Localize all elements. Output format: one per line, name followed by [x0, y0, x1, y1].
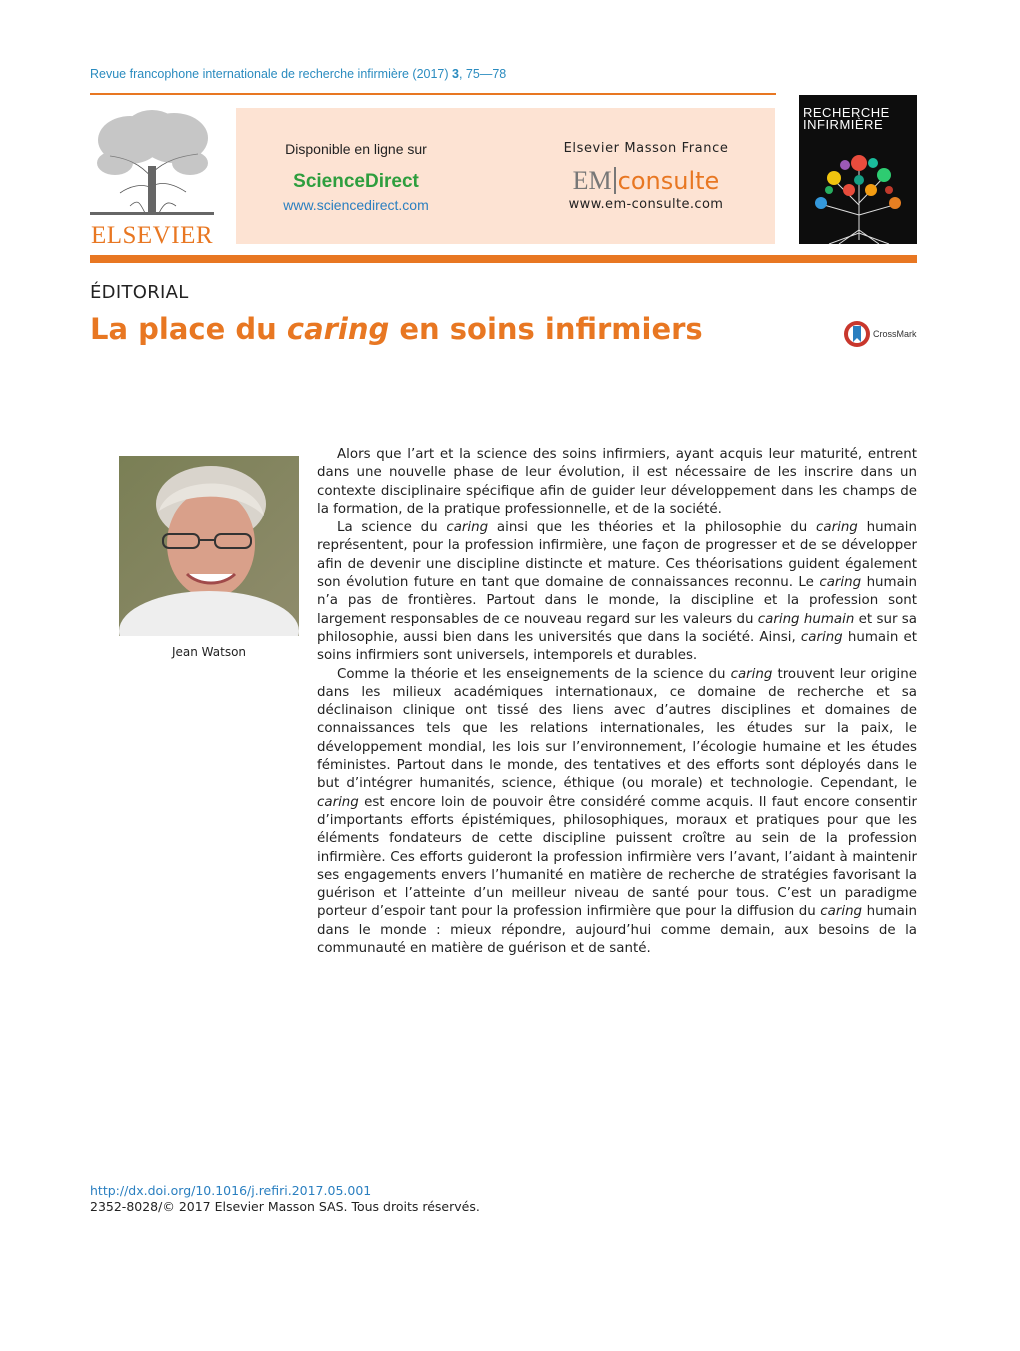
- italic-term: caring humain: [757, 611, 855, 627]
- publisher-banner: [236, 108, 775, 244]
- text-run: trouvent leur origine dans les milieux académiques internationaux, ce domaine de recherche et sa déclinaison clinique ont tissé des liens avec d’autres disciplines et domaines de connaissances tels que les relations internationales, les études sur la paix, le développement mondial, les lois sur l’environnement, l’écologie humaine et les études féministes. Partout dans le monde, des tentatives et des efforts sont déployés dans le but d’intégrer humanités, science, éthique (ou morale) et technologie. Cependant, le: [317, 666, 917, 792]
- header-rule: [90, 93, 776, 95]
- text-run: Alors que l’art et la science des soins infirmiers, ayant acquis leur maturité, entrent dans une nouvelle phase de leur évolution, il est nécessaire de les inscrire dans un contexte disciplinaire spécifique afin de guider leur développement dans les champs de la formation, de la pratique professionnelle, et de la société.: [317, 447, 917, 517]
- title-part1: La place du: [90, 312, 287, 346]
- italic-term: caring: [730, 666, 773, 682]
- elsevier-wordmark: ELSEVIER: [90, 222, 214, 249]
- italic-term: caring: [317, 794, 359, 810]
- cover-tree-icon: [799, 135, 917, 244]
- italic-term: caring: [816, 520, 858, 536]
- journal-citation: [90, 67, 506, 81]
- crossmark-label: CrossMark: [873, 329, 917, 339]
- journal-volume: 3: [452, 67, 459, 81]
- journal-citation-text: Revue francophone internationale de recherche infirmière (2017): [90, 67, 453, 81]
- crossmark-icon: [843, 320, 871, 348]
- em-consulte-block: [526, 108, 766, 244]
- cover-title-line2: INFIRMIÈRE: [803, 117, 884, 132]
- cover-title-line1: RECHERCHE: [803, 105, 890, 120]
- italic-term: caring: [819, 575, 862, 591]
- journal-cover[interactable]: [799, 95, 917, 244]
- article-title: [90, 312, 703, 346]
- doi-link[interactable]: http://dx.doi.org/10.1016/j.refiri.2017.05.001: [90, 1183, 372, 1198]
- body-paragraph: [317, 446, 917, 519]
- journal-pages: , 75—78: [458, 67, 507, 81]
- sciencedirect-link[interactable]: www.sciencedirect.com: [283, 197, 429, 213]
- em-logo-consulte: consulte: [617, 167, 720, 195]
- title-part2: en soins infirmiers: [389, 312, 703, 346]
- cover-title: [803, 107, 913, 131]
- article-body: [317, 446, 917, 958]
- em-logo-em: EM: [572, 166, 612, 195]
- crossmark-badge[interactable]: [843, 320, 919, 350]
- title-italic: caring: [286, 312, 390, 346]
- text-run: Comme la théorie et les enseignements de la science du: [337, 666, 731, 682]
- text-run: et sur sa philosophie, aussi bien dans les universités que dans la société. Ainsi,: [317, 611, 917, 645]
- section-rule: [90, 255, 917, 263]
- em-consulte-link[interactable]: www.em-consulte.com: [568, 197, 724, 212]
- text-run: ainsi que les théories et la philosophie du: [488, 520, 817, 536]
- photo-caption: Jean Watson: [171, 645, 247, 659]
- section-label: ÉDITORIAL: [90, 282, 189, 303]
- italic-term: caring: [820, 904, 863, 920]
- em-consulte-logo[interactable]: [526, 166, 766, 196]
- available-online-label: Disponible en ligne sur: [285, 141, 427, 157]
- em-publisher-name: Elsevier Masson France: [563, 141, 729, 156]
- copyright-notice: 2352-8028/© 2017 Elsevier Masson SAS. Tous droits réservés.: [90, 1199, 480, 1214]
- sciencedirect-block: [236, 108, 476, 244]
- text-run: humain et soins infirmiers sont universels, intemporels et durables.: [317, 629, 917, 664]
- text-run: est encore loin de pouvoir être considéré comme acquis. Il faut encore consentir d’importants efforts épistémiques, philosophiques, moraux et pratiques pour que les éléments fondateurs de cette discipline puissent croître au sein de la profession infirmière. Ces efforts guideront la profession infirmière vers l’avant, l’aidant à maintenir ses engagements envers l’humanité en matière de recherche de stratégies favorisant la guérison et l’atteinte d’un meilleur niveau de santé pour tous. C’est un paradigme porteur d’espoir tant pour la profession infirmière que pour la diffusion du: [317, 794, 917, 920]
- body-paragraph: [317, 519, 917, 665]
- sciencedirect-logo[interactable]: ScienceDirect: [293, 171, 419, 192]
- author-photo: [119, 456, 299, 636]
- text-run: humain n’a pas de frontières. Partout dans le monde, la discipline et la profession sont largement responsables de ce nouveau regard sur les valeurs du: [317, 575, 918, 627]
- italic-term: caring: [446, 520, 489, 536]
- italic-term: caring: [800, 629, 843, 645]
- text-run: humain représentent, pour la profession infirmière, une façon de progresser et de se développer afin de devenir une discipline distincte et mature. Ces théorisations guident également son évolution future en tant que domaine de connaissances reconnu. Le: [317, 520, 918, 591]
- text-run: La science du: [337, 520, 447, 536]
- text-run: humain dans le monde : mieux répondre, aujourd’hui comme demain, aux besoins de la communauté en matière de guérison et de santé.: [317, 904, 918, 957]
- em-logo-divider: [614, 167, 616, 194]
- body-paragraph: [317, 666, 917, 959]
